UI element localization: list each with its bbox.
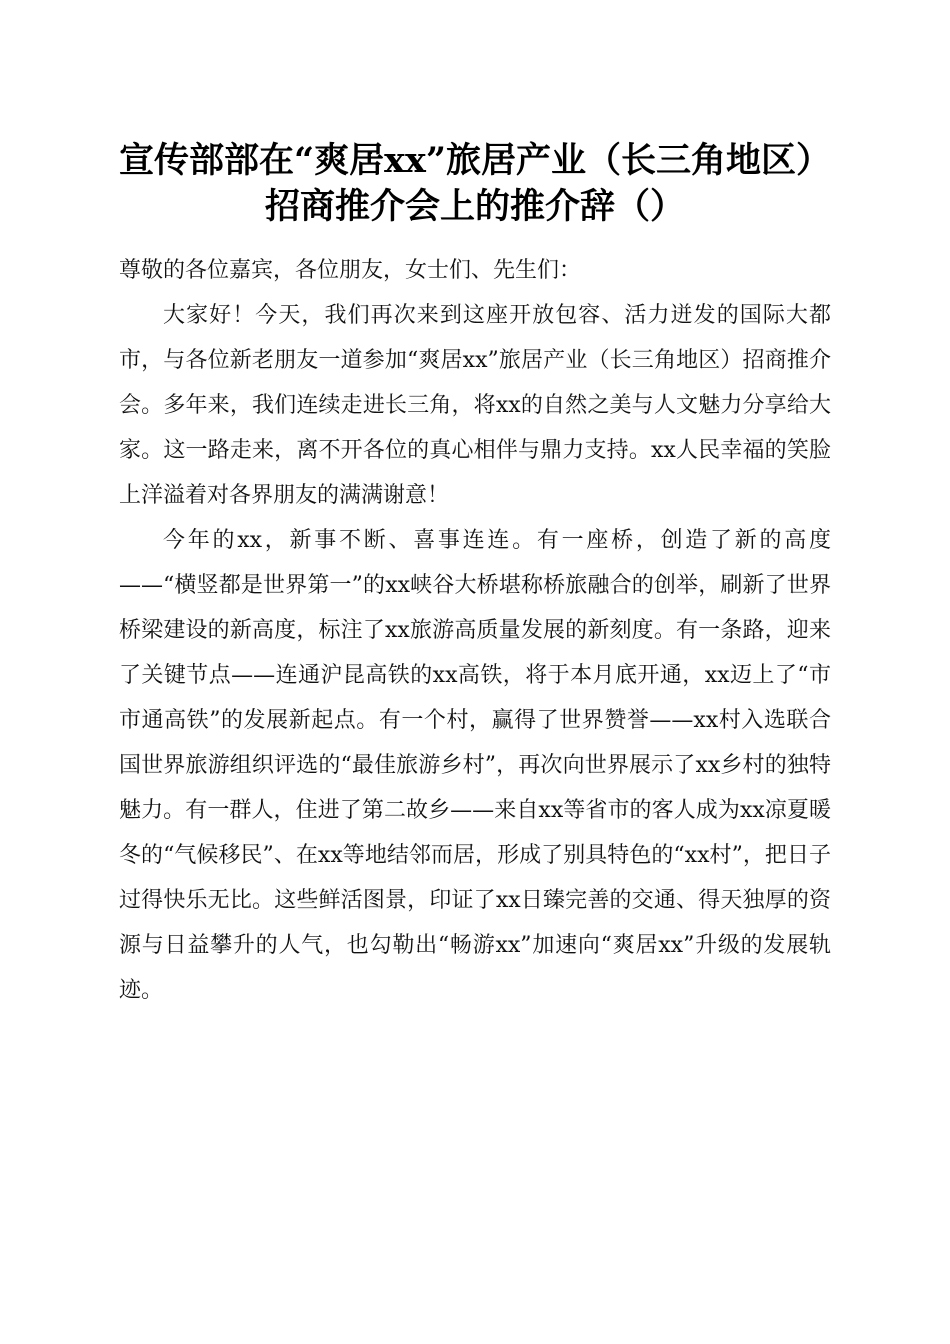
document-body xyxy=(119,248,831,1013)
paragraph-2: 今年的xx，新事不断、喜事连连。有一座桥，创造了新的高度——“横竖都是世界第一”的xx峡谷大桥堪称桥旅融合的创举，刷新了世界桥梁建设的新高度，标注了xx旅游高质量发展的新刻度。有一条路，迎来了关键节点——连通沪昆高铁的xx高铁，将于本月底开通，xx迈上了“市市通高铁”的发展新起点。有一个村，赢得了世界赞誉——xx村入选联合国世界旅游组织评选的“最佳旅游乡村”，再次向世界展示了xx乡村的独特魅力。有一群人，住进了第二故乡——来自xx等省市的客人成为xx凉夏暖冬的“气候移民”、在xx等地结邻而居，形成了别具特色的“xx村”，把日子过得快乐无比。这些鲜活图景，印证了xx日臻完善的交通、得天独厚的资源与日益攀升的人气，也勾勒出“畅游xx”加速向“爽居xx”升级的发展轨迹。 xyxy=(119,528,831,1003)
paragraph-1: 大家好！今天，我们再次来到这座开放包容、活力迸发的国际大都市，与各位新老朋友一道参加“爽居xx”旅居产业（长三角地区）招商推介会。多年来，我们连续走进长三角，将xx的自然之美与人文魅力分享给大家。这一路走来，离不开各位的真心相伴与鼎力支持。xx人民幸福的笑脸上洋溢着对各界朋友的满满谢意！ xyxy=(119,303,831,508)
salutation: 尊敬的各位嘉宾，各位朋友，女士们、先生们： xyxy=(119,258,582,283)
document-title: 宣传部部在“爽居xx”旅居产业（长三角地区）招商推介会上的推介辞（） xyxy=(119,140,831,227)
